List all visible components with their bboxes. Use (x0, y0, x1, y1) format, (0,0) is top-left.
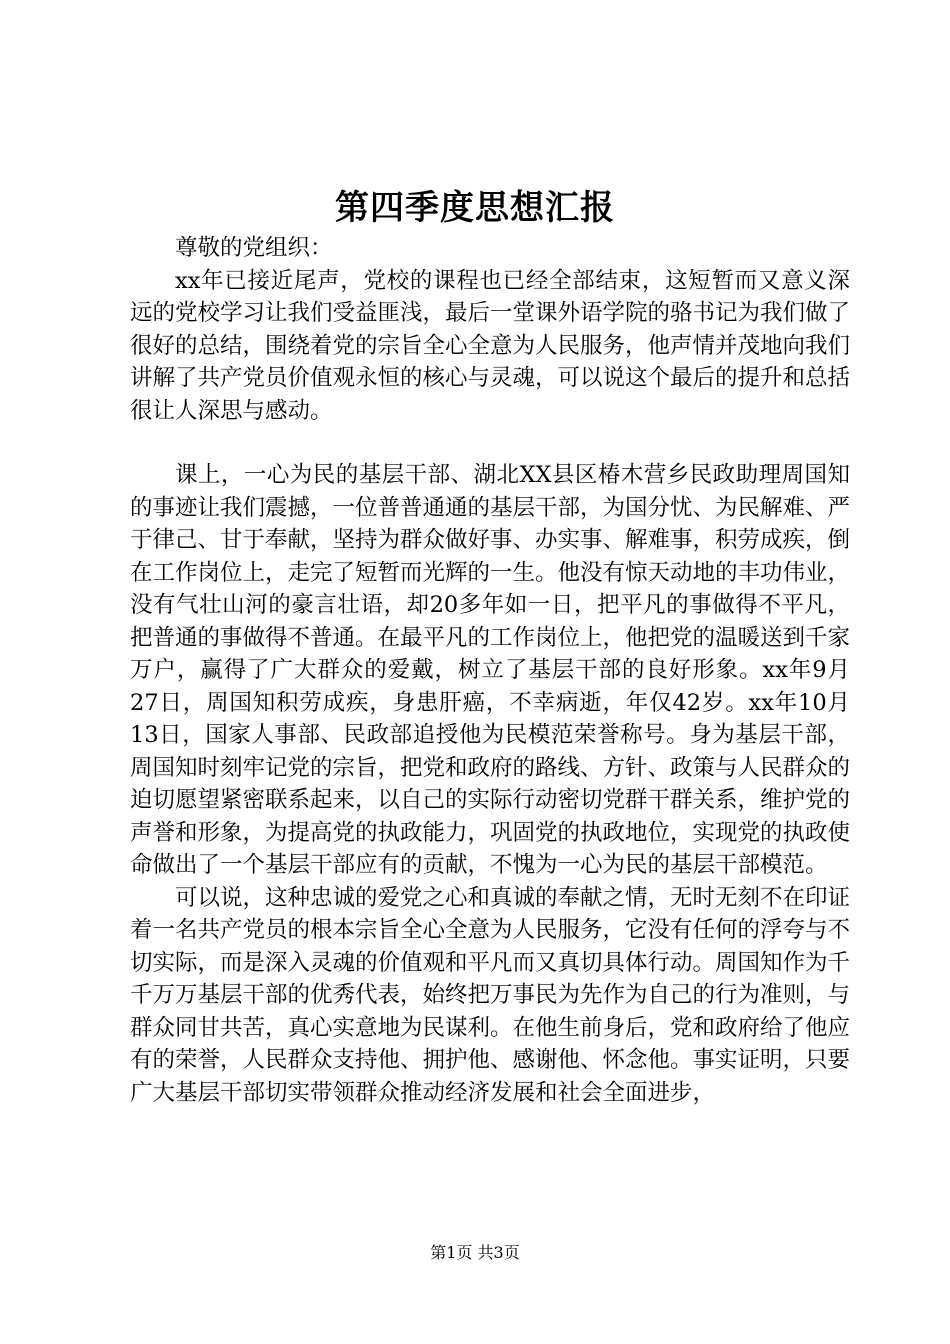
paragraph-1: xx年已接近尾声，党校的课程也已经全部结束，这短暂而又意义深远的党校学习让我们受益匪浅，最后一堂课外语学院的骆书记为我们做了很好的总结，围绕着党的宗旨全心全意为人民服务，他声情并茂地向我们讲解了共产党员价值观永恒的核心与灵魂，可以说这个最后的提升和总括很让人深思与感动。 (130, 267, 851, 424)
salutation: 尊敬的党组织： (175, 235, 333, 261)
paragraph-3: 可以说，这种忠诚的爱党之心和真诚的奉献之情，无时无刻不在印证着一名共产党员的根本宗旨全心全意为人民服务，它没有任何的浮夸与不切实际，而是深入灵魂的价值观和平凡而又真切具体行动。周国知作为千千万万基层干部的优秀代表，始终把万事民为先作为自己的行为准则，与群众同甘共苦，真心实意地为民谋利。在他生前身后，党和政府给了他应有的荣誉，人民群众支持他、拥护他、感谢他、怀念他。事实证明，只要广大基层干部切实带领群众推动经济发展和社会全面进步， (130, 884, 851, 1106)
paragraph-2: 课上，一心为民的基层干部、湖北XX县区椿木营乡民政助理周国知的事迹让我们震撼，一位普普通通的基层干部，为国分忧、为民解难、严于律己、甘于奉献，坚持为群众做好事、办实事、解难事，积劳成疾，倒在工作岗位上，走完了短暂而光辉的一生。他没有惊天动地的丰功伟业，没有气壮山河的豪言壮语，却20多年如一日，把平凡的事做得不平凡，把普通的事做得不普通。在最平凡的工作岗位上，他把党的温暖送到千家万户，赢得了广大群众的爱戴，树立了基层干部的良好形象。xx年9月27日，周国知积劳成疾，身患肝癌，不幸病逝，年仅42岁。xx年10月13日，国家人事部、民政部追授他为民模范荣誉称号。身为基层干部，周国知时刻牢记党的宗旨，把党和政府的路线、方针、政策与人民群众的迫切愿望紧密联系起来，以自己的实际行动密切党群干群关系，维护党的声誉和形象，为提高党的执政能力，巩固党的执政地位，实现党的执政使命做出了一个基层干部应有的贡献，不愧为一心为民的基层干部模范。 (130, 462, 851, 878)
document-body (130, 232, 850, 1109)
document-title: 第四季度思想汇报 (335, 188, 615, 228)
page-footer: 第1页 共3页 (430, 1243, 520, 1262)
paragraph-spacer (130, 427, 850, 459)
